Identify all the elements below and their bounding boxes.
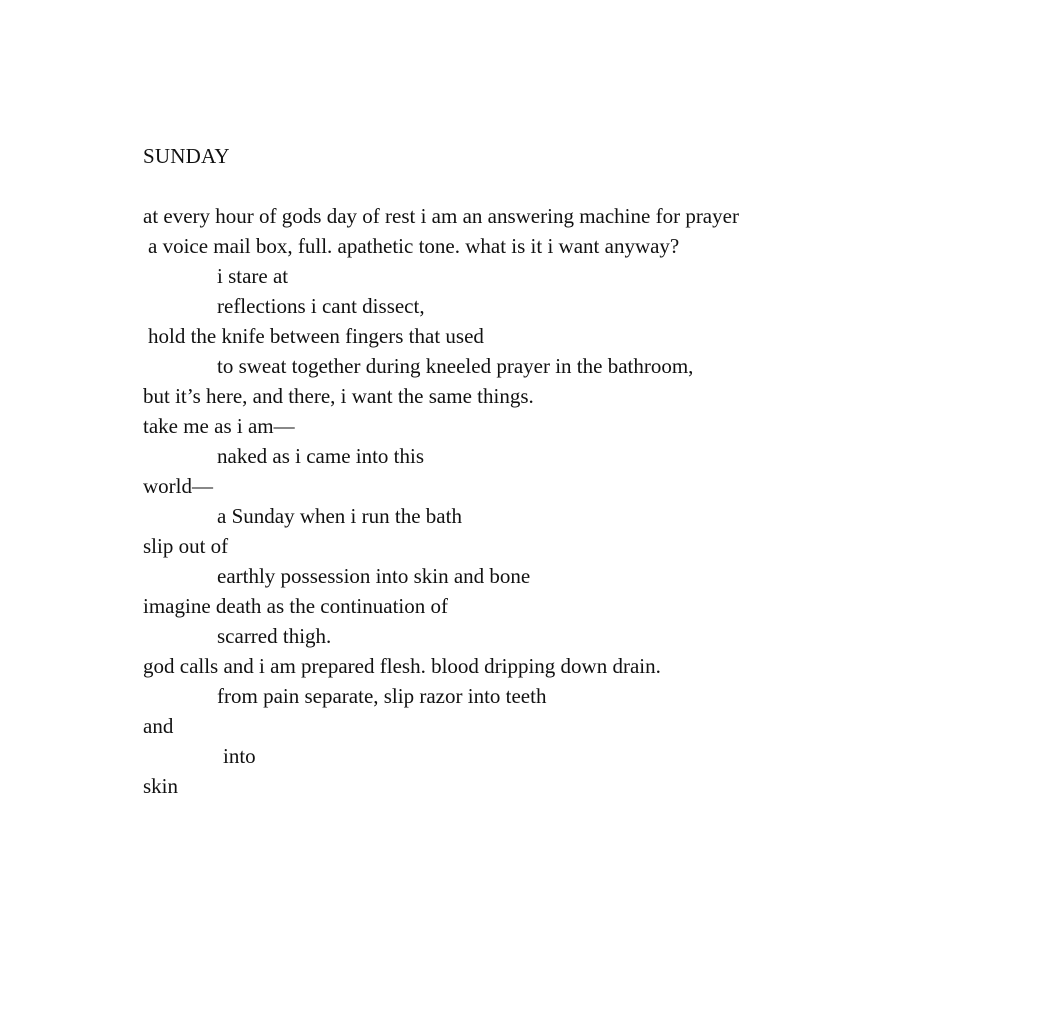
poem-line: to sweat together during kneeled prayer in the bathroom, [217,354,694,378]
poem-line: a Sunday when i run the bath [217,504,462,528]
poem [143,141,1023,801]
poem-line: but it’s here, and there, i want the same things. [143,384,534,408]
poem-line: skin [143,774,179,798]
poem-line: hold the knife between fingers that used [148,324,484,348]
poem-line: a voice mail box, full. apathetic tone. what is it i want anyway? [148,234,680,258]
poem-line: imagine death as the continuation of [143,594,448,618]
poem-line: and [143,714,174,738]
poem-line: god calls and i am prepared flesh. blood dripping down drain. [143,654,661,678]
poem-body [143,201,1023,801]
poem-line: scarred thigh. [217,624,332,648]
poem-line: slip out of [143,534,229,558]
poem-line: world— [143,474,213,498]
poem-line: into [223,744,256,768]
poem-title: SUNDAY [143,144,230,168]
poem-line: take me as i am— [143,414,295,438]
poem-line: i stare at [217,264,289,288]
poem-line: from pain separate, slip razor into teeth [217,684,547,708]
poem-line: naked as i came into this [217,444,425,468]
poem-line: reflections i cant dissect, [217,294,425,318]
poem-line: earthly possession into skin and bone [217,564,531,588]
poem-line: at every hour of gods day of rest i am an answering machine for prayer [143,204,739,228]
